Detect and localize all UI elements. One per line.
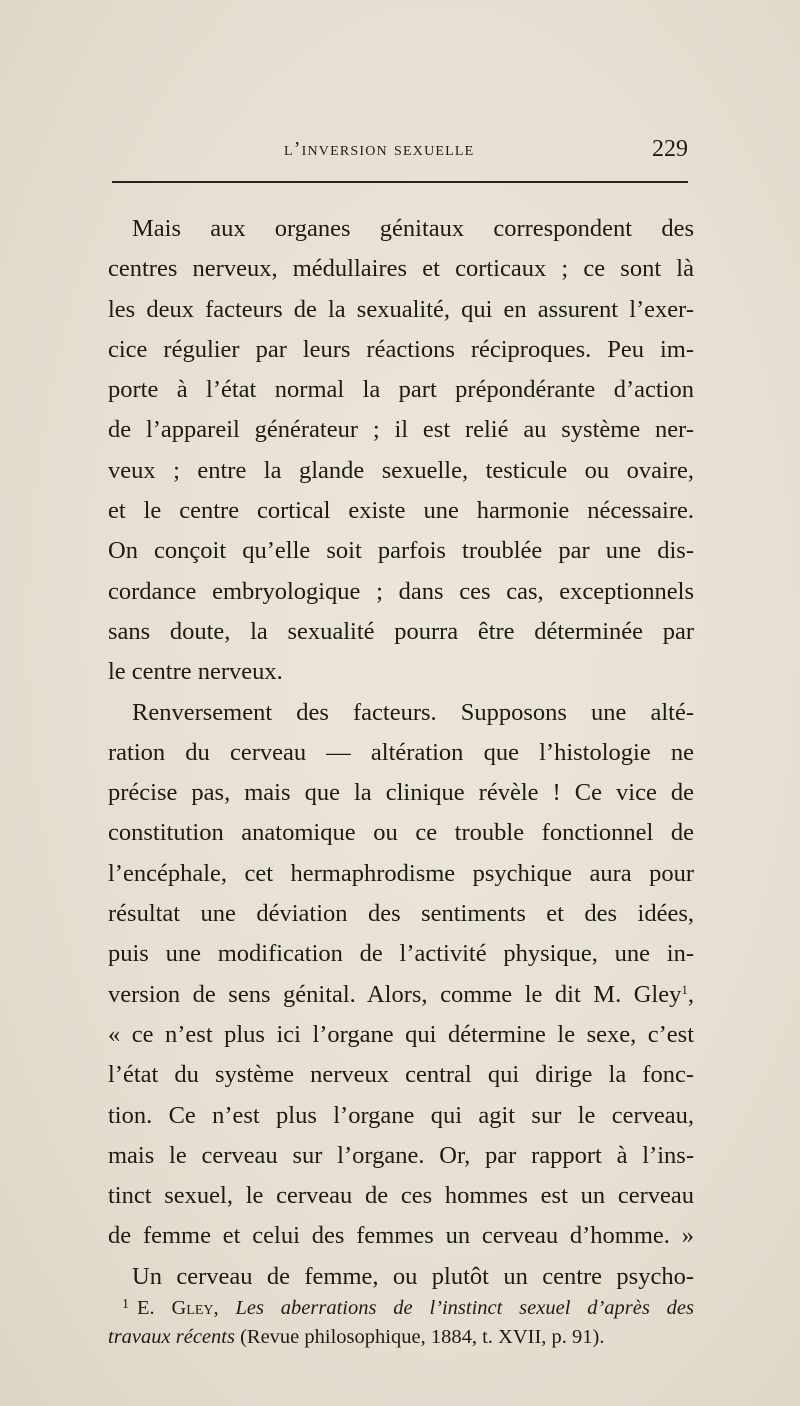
- text-line: le centre nerveux.: [108, 658, 283, 686]
- text-line: constitution anatomique ou ce trouble fonctionnel de: [108, 819, 694, 847]
- text-line: ration du cerveau — altération que l’histologie ne: [108, 738, 694, 766]
- text-line: et le centre cortical existe une harmonie nécessaire.: [108, 497, 694, 525]
- text-line: On conçoit qu’elle soit parfois troublée par une dis-: [108, 537, 694, 565]
- footnote-block: [108, 1289, 694, 1353]
- text-line: cordance embryologique ; dans ces cas, exceptionnels: [108, 577, 694, 605]
- text-line: puis une modification de l’activité physique, une in-: [108, 940, 694, 968]
- text-line: de femme et celui des femmes un cerveau d’homme. »: [108, 1222, 694, 1250]
- running-title: l’inversion sexuelle: [284, 138, 475, 160]
- text-line: sans doute, la sexualité pourra être déterminée par: [108, 617, 694, 645]
- footnote-line: [108, 1289, 694, 1321]
- text-line: les deux facteurs de la sexualité, qui en assurent l’exer-: [108, 295, 694, 323]
- footnote-mark: 1: [122, 1297, 129, 1312]
- footnote-source: (Revue philosophique, 1884, t. XVII, p. 91).: [240, 1326, 605, 1348]
- page-number: 229: [652, 136, 688, 162]
- text-line: Un cerveau de femme, ou plutôt un centre psycho-: [132, 1262, 694, 1290]
- text-line: résultat une déviation des sentiments et des idées,: [108, 900, 694, 928]
- text-line-with-footnote: version de sens génital. Alors, comme le dit M. Gley$^1$,: [108, 980, 694, 1008]
- footnote-author: E. Gley,: [137, 1297, 219, 1319]
- page-header: [112, 138, 688, 178]
- text-line: Renversement des facteurs. Supposons une alté-: [132, 698, 694, 726]
- text-line: l’état du système nerveux central qui dirige la fonc-: [108, 1061, 694, 1089]
- footnote-title-cont: travaux récents: [108, 1326, 235, 1348]
- text-line: centres nerveux, médullaires et corticaux ; ce sont là: [108, 255, 694, 283]
- text-line: Mais aux organes génitaux correspondent des: [132, 215, 694, 242]
- footnote-reference[interactable]: 1: [681, 981, 688, 997]
- text-line: tion. Ce n’est plus l’organe qui agit sur le cerveau,: [108, 1101, 694, 1129]
- footnote-title: Les aberrations de l’instinct sexuel d’après des: [235, 1297, 695, 1319]
- text-line: l’encéphale, cet hermaphrodisme psychique aura pour: [108, 859, 694, 887]
- text-line-content: version de sens génital. Alors, comme le dit M. Gley: [108, 980, 682, 1008]
- text-line: précise pas, mais que la clinique révèle ! Ce vice de: [108, 779, 694, 807]
- header-rule: [112, 181, 688, 183]
- text-line: porte à l’état normal la part prépondérante d’action: [108, 376, 694, 404]
- body-text: [108, 209, 694, 1297]
- footnote-line: [108, 1321, 694, 1353]
- text-line: « ce n’est plus ici l’organe qui détermine le sexe, c’est: [108, 1020, 694, 1048]
- text-line: de l’appareil générateur ; il est relié au système ner-: [108, 416, 694, 444]
- text-line: mais le cerveau sur l’organe. Or, par rapport à l’ins-: [108, 1141, 694, 1169]
- text-line: cice régulier par leurs réactions réciproques. Peu im-: [108, 335, 694, 363]
- text-line: veux ; entre la glande sexuelle, testicule ou ovaire,: [108, 456, 694, 484]
- text-line: tinct sexuel, le cerveau de ces hommes est un cerveau: [108, 1182, 694, 1210]
